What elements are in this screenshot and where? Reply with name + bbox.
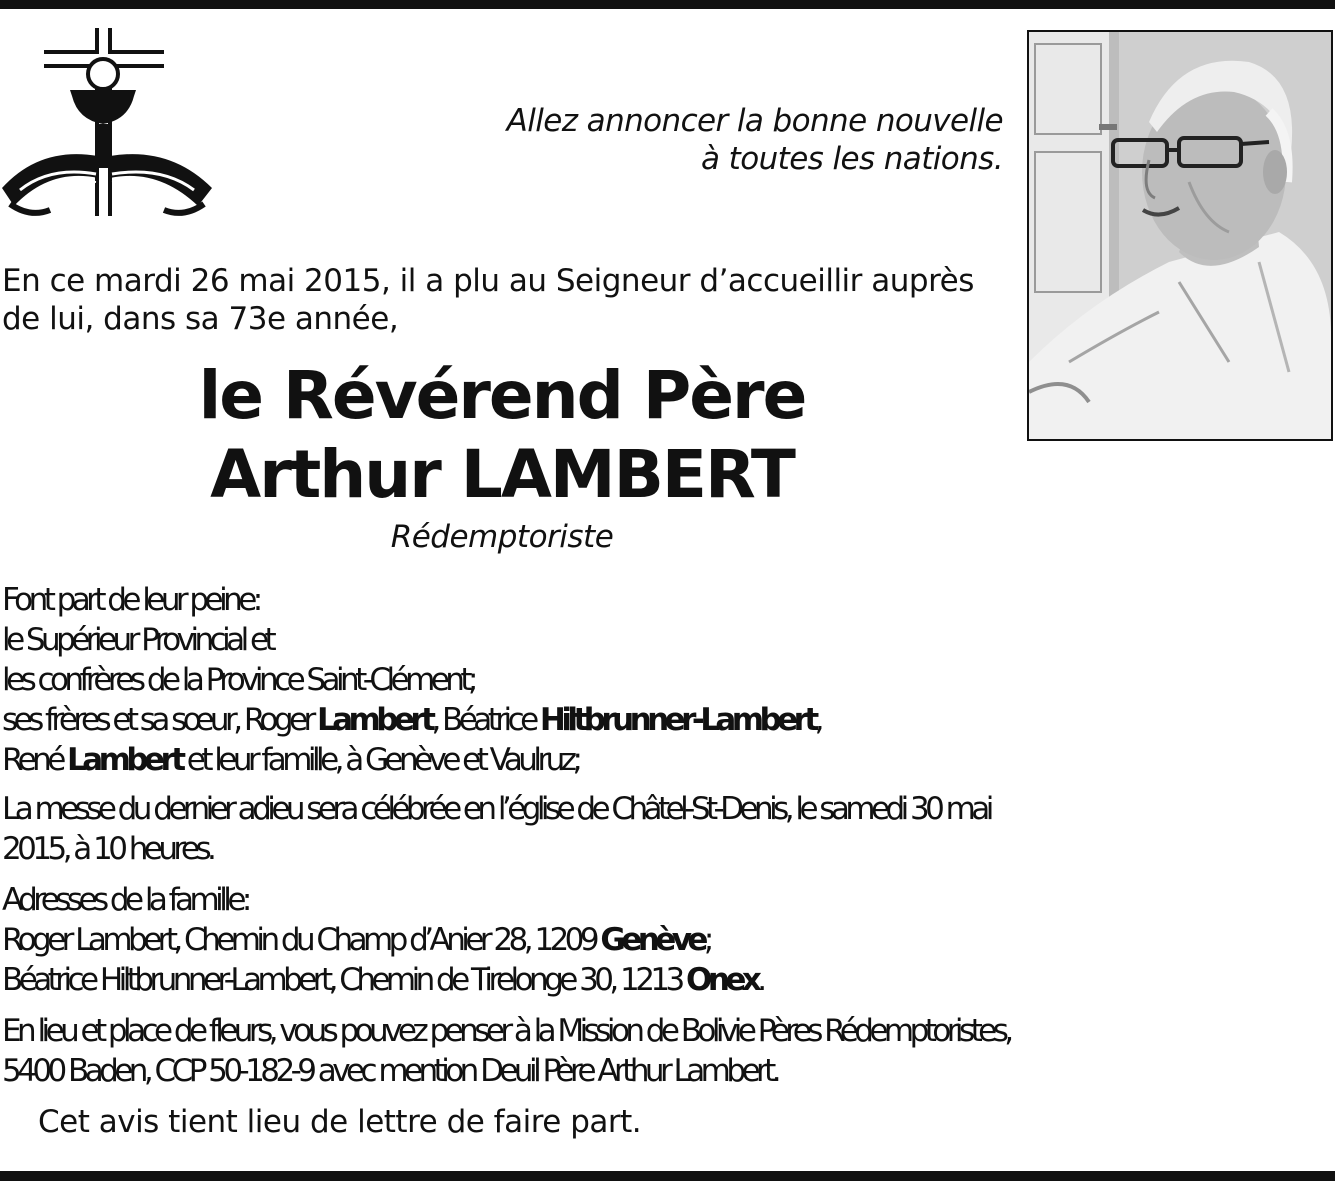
mass-line-1: La messe du dernier adieu sera célébrée en l’église de Châtel-St-Denis, le samedi 30 mai (2, 791, 990, 827)
portrait-photo (1027, 30, 1333, 441)
surname-bold: Lambert (316, 702, 432, 738)
text-fragment: et leur famille, à Genève et Vaulruz; (181, 742, 579, 778)
text-fragment: Roger Lambert, Chemin du Champ d’Anier 28, 1209 (2, 922, 601, 958)
bottom-rule (0, 1171, 1335, 1181)
mourners-paragraph (2, 580, 1335, 780)
city-bold: Onex (686, 962, 758, 998)
text-fragment: . (757, 962, 763, 998)
religious-order: Rédemptoriste (390, 519, 614, 555)
flowers-line-2: 5400 Baden, CCP 50-182-9 avec mention Deuil Père Arthur Lambert. (2, 1053, 778, 1089)
flowers-line-1: En lieu et place de fleurs, vous pouvez penser à la Mission de Bolivie Pères Rédemptoristes, (2, 1013, 1010, 1049)
surname-bold: Lambert (67, 742, 182, 778)
intro-line-1: En ce mardi 26 mai 2015, il a plu au Seigneur d’accueillir auprès (2, 263, 974, 299)
mourners-line-4 (2, 700, 1335, 740)
addresses-heading: Adresses de la famille: (2, 882, 248, 918)
city-bold: Genève (600, 922, 704, 958)
surname-bold: Hiltbrunner-Lambert (539, 702, 815, 738)
text-fragment: ; (703, 922, 710, 958)
flowers-paragraph (2, 1011, 1335, 1091)
address-line-1 (2, 920, 1335, 960)
text-fragment: René (2, 742, 68, 778)
motto-line-2: à toutes les nations. (701, 141, 1003, 177)
intro-line-2: de lui, dans sa 73e année, (2, 301, 399, 337)
mass-line-2: 2015, à 10 heures. (2, 831, 213, 867)
text-fragment: , Béatrice (431, 702, 540, 738)
mourners-line-5 (2, 740, 1335, 780)
deceased-title: le Révérend Père (198, 357, 806, 434)
motto (507, 102, 1003, 178)
deceased-name: Arthur LAMBERT (210, 436, 794, 513)
text-fragment: ses frères et sa sœur, Roger (2, 702, 317, 738)
text-fragment: , (814, 702, 820, 738)
address-line-2 (2, 960, 1335, 1000)
mourners-line-2: le Supérieur Provincial et (2, 622, 273, 658)
mourners-line-3: les confrères de la Province Saint-Clément; (2, 662, 474, 698)
motto-line-1: Allez annoncer la bonne nouvelle (506, 103, 1003, 139)
cross-chalice-bible-icon (0, 28, 214, 216)
text-fragment: Béatrice Hiltbrunner-Lambert, Chemin de Tirelonge 30, 1213 (2, 962, 687, 998)
mass-paragraph (2, 789, 1335, 869)
mourners-line-1: Font part de leur peine: (2, 582, 259, 618)
addresses-paragraph (2, 880, 1335, 1000)
top-rule (0, 0, 1335, 9)
closing-note: Cet avis tient lieu de lettre de faire part. (38, 1104, 642, 1140)
intro-paragraph (2, 262, 1012, 338)
